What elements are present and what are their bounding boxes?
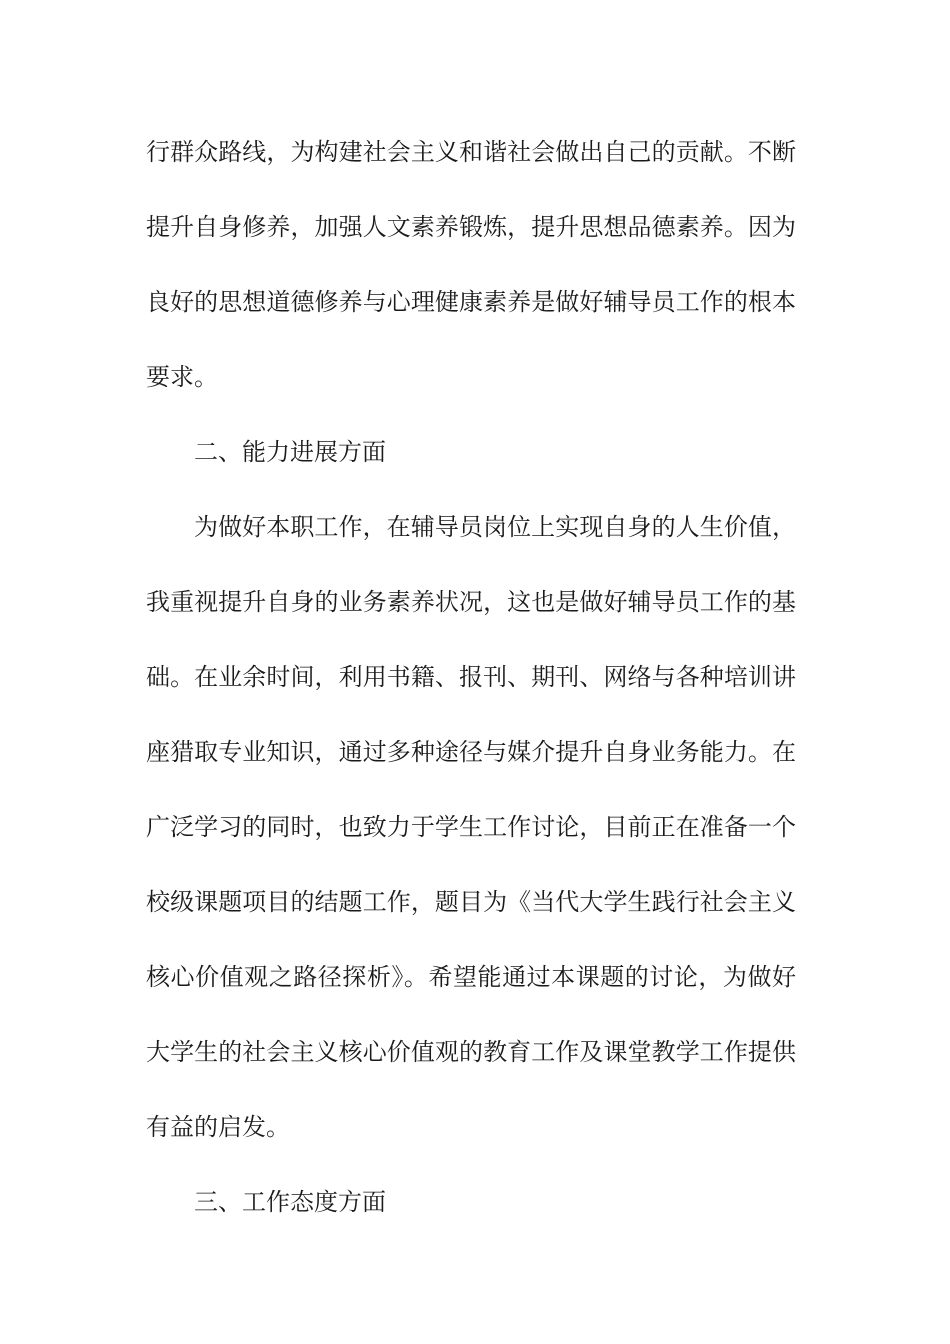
paragraph-line: 座猎取专业知识，通过多种途径与媒介提升自身业务能力。在: [146, 738, 796, 766]
paragraph-line: 广泛学习的同时，也致力于学生工作讨论，目前正在准备一个: [146, 813, 796, 841]
paragraph-line: 行群众路线，为构建社会主义和谐社会做出自己的贡献。不断: [146, 138, 796, 166]
paragraph-line: 大学生的社会主义核心价值观的教育工作及课堂教学工作提供: [146, 1038, 796, 1066]
section-heading-3: 三、工作态度方面: [194, 1188, 386, 1216]
paragraph-line: 校级课题项目的结题工作，题目为《当代大学生践行社会主义: [146, 888, 796, 916]
paragraph-line: 我重视提升自身的业务素养状况，这也是做好辅导员工作的基: [146, 588, 796, 616]
section-heading-2: 二、能力进展方面: [194, 438, 386, 466]
paragraph-line: 要求。: [146, 363, 218, 391]
paragraph-line: 为做好本职工作，在辅导员岗位上实现自身的人生价值，: [194, 513, 796, 541]
paragraph-line: 良好的思想道德修养与心理健康素养是做好辅导员工作的根本: [146, 288, 796, 316]
paragraph-line: 础。在业余时间，利用书籍、报刊、期刊、网络与各种培训讲: [146, 663, 796, 691]
paragraph-line: 核心价值观之路径探析》。希望能通过本课题的讨论，为做好: [146, 963, 796, 991]
paragraph-line: 提升自身修养，加强人文素养锻炼，提升思想品德素养。因为: [146, 213, 796, 241]
paragraph-line: 有益的启发。: [146, 1113, 290, 1141]
